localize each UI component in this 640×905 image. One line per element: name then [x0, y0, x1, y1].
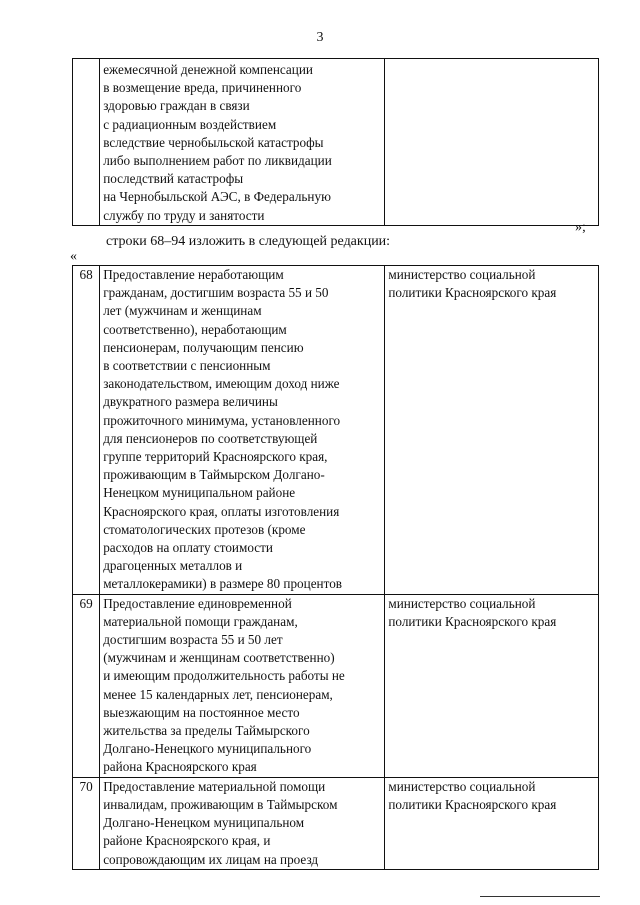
- opening-quote: «: [70, 249, 77, 264]
- description-line: ежемесячной денежной компенсации: [103, 62, 313, 77]
- description-line: законодательством, имеющим доход ниже: [103, 376, 340, 392]
- row-responsible-cell: [385, 777, 599, 869]
- description-line: гражданам, достигшим возраста 55 и 50: [103, 285, 329, 301]
- description-line: металлокерамики) в размере 80 процентов: [103, 576, 343, 592]
- description-line: лет (мужчинам и женщинам: [103, 303, 262, 319]
- description-line: сопровождающим их лицам на проезд: [103, 851, 319, 867]
- description-line: драгоценных металлов и: [103, 558, 243, 574]
- description-line: в возмещение вреда, причиненного: [103, 80, 302, 96]
- description-line: и имеющим продолжительность работы не: [103, 668, 345, 684]
- description-line: вследствие чернобыльской катастрофы: [103, 134, 324, 150]
- continuation-table: [72, 58, 599, 226]
- row-number-cell: 70: [73, 777, 100, 869]
- instruction-text: строки 68–94 изложить в следующей редакции:: [106, 234, 391, 249]
- description-line: группе территорий Красноярского края,: [103, 449, 328, 465]
- responsible-line: министерство социальной: [388, 778, 536, 794]
- description-line: Предоставление неработающим: [103, 267, 284, 282]
- row-description-cell: [100, 594, 385, 777]
- description-line: последствий катастрофы: [103, 171, 244, 187]
- responsible-line: министерство социальной: [388, 267, 536, 282]
- description-line: проживающим в Таймырском Долгано-: [103, 467, 325, 483]
- responsible-line: политики Красноярского края: [388, 613, 557, 629]
- description-line: с радиационным воздействием: [103, 116, 277, 132]
- description-line: в соответствии с пенсионным: [103, 358, 271, 374]
- description-line: района Красноярского края: [103, 759, 257, 775]
- description-line: пенсионерам, получающим пенсию: [103, 339, 304, 355]
- description-line: прожиточного минимума, установленного: [103, 412, 341, 428]
- table-row: [73, 594, 599, 777]
- row-responsible-cell: [385, 59, 599, 226]
- description-line: расходов на оплату стоимости: [103, 540, 273, 556]
- description-line: выезжающим на постоянное место: [103, 704, 300, 720]
- description-line: Красноярского края, оплаты изготовления: [103, 503, 340, 519]
- description-line: службу по труду и занятости: [103, 207, 265, 223]
- row-number-cell: 68: [73, 266, 100, 595]
- description-line: двукратного размера величины: [103, 394, 278, 410]
- row-responsible-cell: [385, 266, 599, 595]
- description-line: Долгано-Ненецкого муниципального: [103, 741, 312, 757]
- description-line: Предоставление единовременной: [103, 595, 292, 611]
- table-row: [73, 266, 599, 595]
- description-line: Предоставление материальной помощи: [103, 778, 326, 794]
- description-line: Долгано-Ненецком муниципальном: [103, 815, 305, 831]
- description-line: для пенсионеров по соответствующей: [103, 430, 318, 446]
- row-description-cell: [100, 59, 385, 226]
- description-line: (мужчинам и женщинам соответственно): [103, 650, 335, 666]
- page-number: 3: [316, 30, 324, 45]
- description-line: достигшим возраста 55 и 50 лет: [103, 632, 283, 648]
- row-description-cell: [100, 777, 385, 869]
- table-row: [73, 59, 599, 226]
- description-line: Ненецком муниципальном районе: [103, 485, 296, 501]
- responsible-line: министерство социальной: [388, 595, 536, 611]
- table-row: [73, 777, 599, 869]
- responsible-line: политики Красноярского края: [388, 285, 557, 301]
- description-line: либо выполнением работ по ликвидации: [103, 153, 332, 169]
- row-number-cell: 69: [73, 594, 100, 777]
- description-line: инвалидам, проживающим в Таймырском: [103, 796, 338, 812]
- row-responsible-cell: [385, 594, 599, 777]
- row-number-cell: [73, 59, 100, 226]
- description-line: стоматологических протезов (кроме: [103, 521, 306, 537]
- description-line: на Чернобыльской АЭС, в Федеральную: [103, 189, 331, 205]
- footer-divider: [480, 896, 600, 897]
- description-line: менее 15 календарных лет, пенсионерам,: [103, 686, 333, 702]
- description-line: жительства за пределы Таймырского: [103, 723, 310, 739]
- description-line: районе Красноярского края, и: [103, 833, 271, 849]
- description-line: материальной помощи гражданам,: [103, 613, 298, 629]
- services-table: [72, 265, 599, 870]
- closing-quote: »;: [575, 220, 586, 235]
- description-line: здоровью граждан в связи: [103, 98, 250, 114]
- description-line: соответственно), неработающим: [103, 321, 287, 337]
- responsible-line: политики Красноярского края: [388, 796, 557, 812]
- row-description-cell: [100, 266, 385, 595]
